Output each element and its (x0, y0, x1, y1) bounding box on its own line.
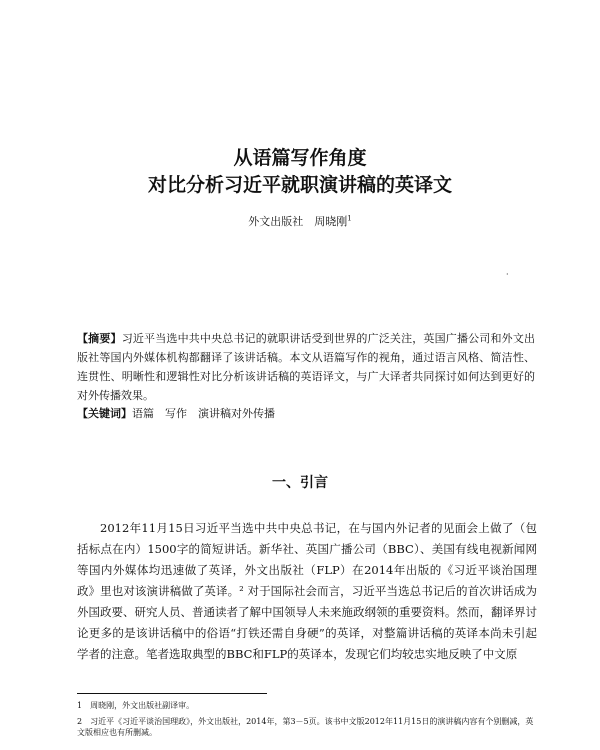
abstract-label: 【摘要】 (77, 332, 122, 345)
abstract (77, 329, 535, 405)
body-paragraph: 2012年11月15日习近平当选中共中央总书记，在与国内外记者的见面会上做了（包括标点在内）1500字的简短讲话。新华社、英国广播公司（BBC）、美国有线电视新闻网等国内外媒体均迅速做了英译，外文出版社（FLP）在2014年出版的《习近平谈治国理政》里也对该演讲稿做了英译。² 对于国际社会而言，习近平当选总书记后的首次讲话成为外国政要、研究人员、普通读者了解中国领导人未来施政纲领的重要资料。然而，翻译界讨论更多的是该讲话稿中的俗语“打铁还需自身硬”的英译，对整篇讲话稿的英译本尚未引起学者的注意。笔者选取典型的BBC和FLP的英译本，发现它们均较忠实地反映了中文原 (77, 521, 537, 661)
stray-mark: · (506, 270, 509, 279)
title-line-1: 从语篇写作角度 (233, 147, 367, 169)
authors (0, 213, 600, 229)
keywords-label: 【关键词】 (77, 407, 132, 420)
footnote-1: 1 周晓刚，外文出版社副译审。 (77, 701, 195, 710)
author-note-mark: 1 (347, 214, 352, 223)
footnote-divider (77, 693, 267, 694)
section-heading: 一、引言 (272, 475, 328, 491)
keywords (77, 404, 535, 423)
keywords-text: 语篇 写作 演讲稿对外传播 (132, 407, 275, 420)
author-names: 外文出版社 周晓刚 (248, 215, 348, 228)
footnote-2: 2 习近平《习近平谈治国理政》，外文出版社，2014年，第3－5页。该书中文版2012年11月15日的演讲稿内容有个别删减，英文版相应也有所删减。 (77, 717, 534, 737)
abstract-text: 习近平当选中共中央总书记的就职讲话受到世界的广泛关注，英国广播公司和外文出版社等国内外媒体机构都翻译了该讲话稿。本文从语篇写作的视角，通过语言风格、简洁性、连贯性、明晰性和逻辑性对比分析该讲话稿的英语译文，与广大译者共同探讨如何达到更好的对外传播效果。 (77, 332, 536, 402)
title-line-2: 对比分析习近平就职演讲稿的英译文 (147, 174, 452, 196)
